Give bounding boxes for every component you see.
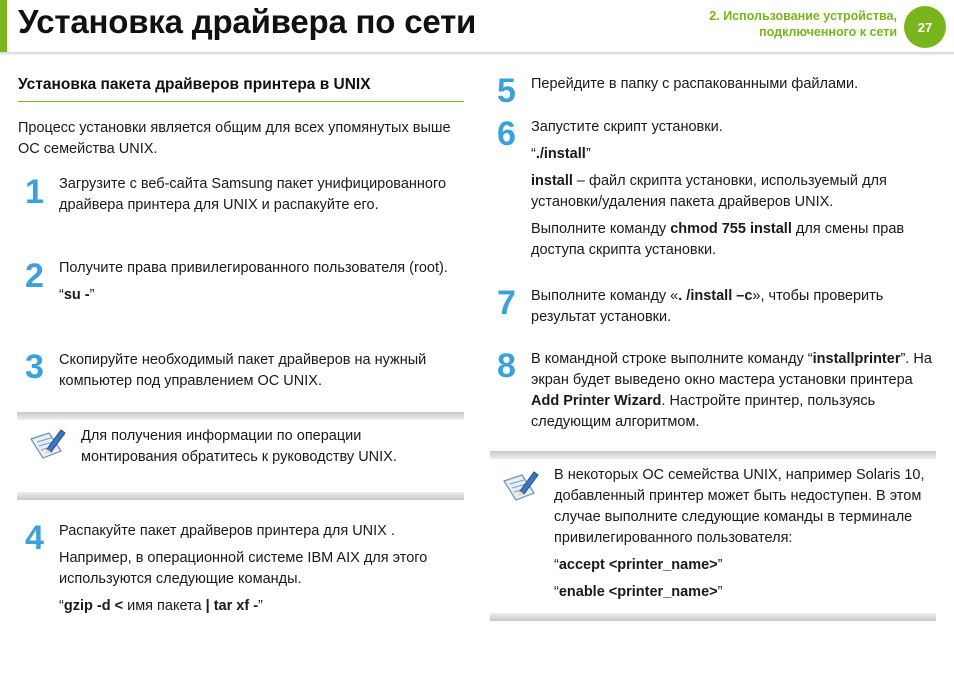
step-2 bbox=[59, 258, 469, 312]
note-pencil-icon bbox=[500, 469, 540, 503]
step-4-example: Например, в операционной системе IBM AIX для этого используются следующие команды. bbox=[59, 550, 428, 587]
step-4 bbox=[59, 521, 469, 623]
note-box-1 bbox=[17, 412, 464, 500]
note-2-content bbox=[554, 465, 930, 609]
step-8-text: В командной строке выполните команду “installprinter”. На экран будет выведено окно мастера установки принтера Add Printer Wizard. Настройте принтер, пользуясь следующим алгоритмом. bbox=[531, 351, 932, 430]
header-divider bbox=[0, 52, 954, 55]
step-6-text: Запустите скрипт установки. bbox=[531, 119, 723, 135]
note-2-command-accept: “accept <printer_name>” bbox=[554, 557, 723, 573]
step-4-text: Распакуйте пакет драйверов принтера для UNIX . bbox=[59, 523, 395, 539]
step-number-7: 7 bbox=[497, 284, 516, 322]
step-7-text: Выполните команду «. /install –c», чтобы проверить результат установки. bbox=[531, 288, 884, 325]
chapter-breadcrumb bbox=[709, 8, 897, 40]
section-title: Установка пакета драйверов принтера в UNIX bbox=[18, 76, 371, 93]
step-number-2: 2 bbox=[25, 257, 44, 295]
step-number-3: 3 bbox=[25, 348, 44, 386]
note-1-text: Для получения информации по операции монтирования обратитесь к руководству UNIX. bbox=[81, 428, 397, 465]
step-4-command: “gzip -d < имя пакета | tar xf -” bbox=[59, 598, 263, 614]
header-accent-bar bbox=[0, 0, 7, 52]
step-number-6: 6 bbox=[497, 115, 516, 153]
chapter-line-1: 2. Использование устройства, bbox=[709, 9, 897, 23]
chapter-line-2: подключенного к сети bbox=[759, 25, 897, 39]
note-pencil-icon bbox=[27, 427, 67, 461]
note-2-text: В некоторых ОС семейства UNIX, например Solaris 10, добавленный принтер может быть недоступен. В этом случае выполните следующие команды в терминале привилегированного пользователя: bbox=[554, 467, 925, 546]
note-2-command-enable: “enable <printer_name>” bbox=[554, 584, 723, 600]
step-2-text: Получите права привилегированного пользователя (root). bbox=[59, 260, 448, 276]
step-number-1: 1 bbox=[25, 173, 44, 211]
section-intro: Процесс установки является общим для всех упомянутых выше ОС семейства UNIX. bbox=[18, 120, 451, 157]
step-6-command: “./install” bbox=[531, 146, 591, 162]
step-2-command: “su -” bbox=[59, 287, 95, 303]
step-3-text: Скопируйте необходимый пакет драйверов на нужный компьютер под управлением ОС UNIX. bbox=[59, 352, 427, 389]
page-title: Установка драйвера по сети bbox=[18, 3, 477, 40]
step-6-chmod: Выполните команду chmod 755 install для смены прав доступа скрипта установки. bbox=[531, 221, 905, 258]
step-6-description: install – файл скрипта установки, используемый для установки/удаления пакета драйверов UNIX. bbox=[531, 173, 887, 210]
step-1-text: Загрузите с веб-сайта Samsung пакет унифицированного драйвера принтера для UNIX и распакуйте его. bbox=[59, 176, 447, 213]
step-6 bbox=[531, 117, 941, 267]
step-number-8: 8 bbox=[497, 347, 516, 385]
note-box-2 bbox=[490, 451, 936, 621]
step-number-5: 5 bbox=[497, 72, 516, 110]
section-underline bbox=[18, 101, 464, 102]
step-number-4: 4 bbox=[25, 519, 44, 557]
page-number-badge: 27 bbox=[904, 6, 946, 48]
step-5-text: Перейдите в папку с распакованными файлами. bbox=[531, 76, 859, 92]
